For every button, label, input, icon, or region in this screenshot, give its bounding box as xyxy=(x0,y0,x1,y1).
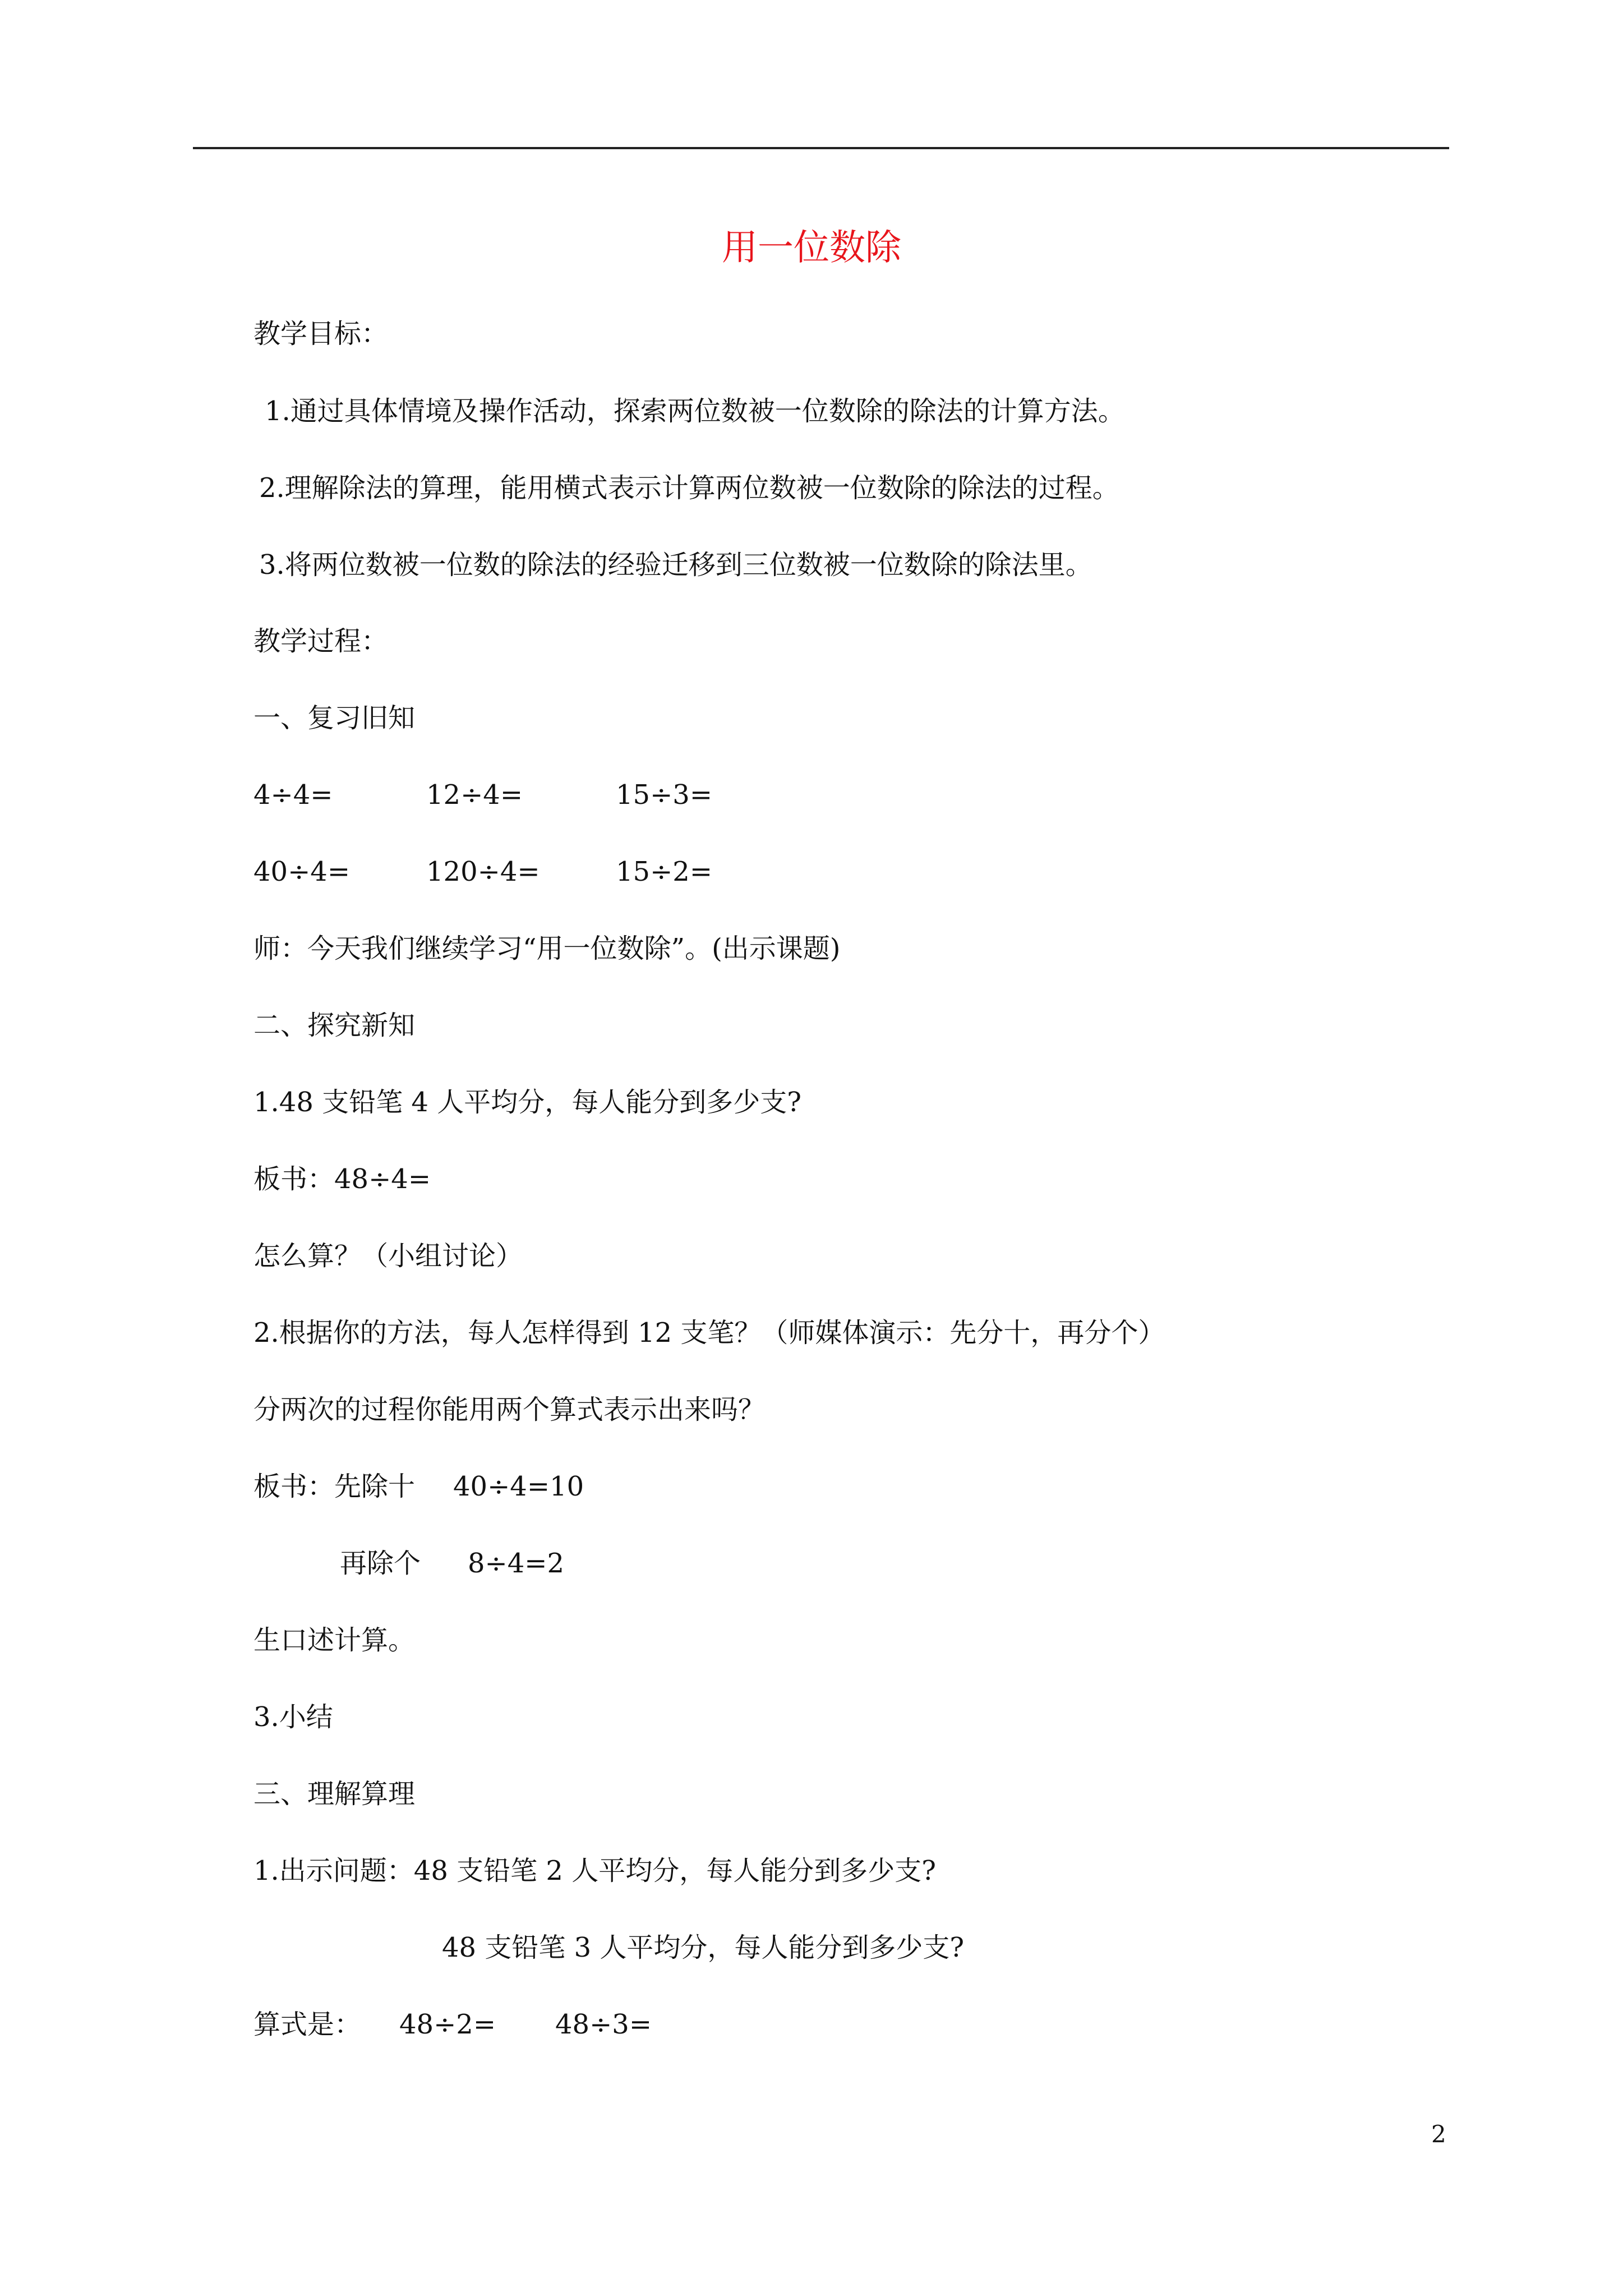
goals-heading: 教学目标： xyxy=(253,318,389,349)
goal-item-2: 2.理解除法的算理，能用横式表示计算两位数被一位数除的除法的过程。 xyxy=(259,472,1119,504)
explore-heading: 二、探究新知 xyxy=(253,1010,416,1041)
formula-2: 48÷3= xyxy=(555,2009,652,2040)
process-heading: 教学过程： xyxy=(253,625,389,657)
review-heading: 一、复习旧知 xyxy=(253,702,416,734)
board-note-1: 板书：48÷4= xyxy=(253,1163,431,1195)
board-step-label-1: 板书：先除十 xyxy=(253,1471,416,1502)
explore-question-1: 1.48 支铅笔 4 人平均分，每人能分到多少支? xyxy=(253,1087,801,1118)
review-eq-1-1: 4÷4= xyxy=(253,779,333,811)
review-eq-2-2: 120÷4= xyxy=(426,856,540,887)
board-step-label-2: 再除个 xyxy=(340,1548,421,1579)
page-number: 2 xyxy=(1431,2120,1446,2148)
formula-label: 算式是： xyxy=(253,2009,362,2040)
explore-question-2b: 分两次的过程你能用两个算式表示出来吗？ xyxy=(253,1394,766,1425)
review-eq-2-1: 40÷4= xyxy=(253,856,351,887)
explore-question-2: 2.根据你的方法，每人怎样得到 12 支笔？（师媒体演示：先分十，再分个） xyxy=(253,1317,1165,1349)
review-eq-1-2: 12÷4= xyxy=(426,779,523,811)
review-eq-2-3: 15÷2= xyxy=(616,856,713,887)
formula-1: 48÷2= xyxy=(399,2009,496,2040)
board-step-equation-2: 8÷4=2 xyxy=(468,1548,565,1579)
understand-heading: 三、理解算理 xyxy=(253,1778,416,1810)
understand-question-1b: 48 支铅笔 3 人平均分，每人能分到多少支? xyxy=(442,1932,965,1963)
goal-item-3: 3.将两位数被一位数的除法的经验迁移到三位数被一位数除的除法里。 xyxy=(259,549,1092,581)
board-step-equation-1: 40÷4=10 xyxy=(453,1471,584,1502)
understand-question-1: 1.出示问题：48 支铅笔 2 人平均分，每人能分到多少支? xyxy=(253,1855,936,1887)
teacher-intro: 师：今天我们继续学习“用一位数除”。(出示课题) xyxy=(253,933,841,964)
review-eq-1-3: 15÷3= xyxy=(616,779,713,811)
page-title: 用一位数除 xyxy=(722,227,901,269)
discussion-note: 怎么算？（小组讨论） xyxy=(253,1240,523,1272)
summary-note: 3.小结 xyxy=(253,1701,333,1733)
oral-note: 生口述计算。 xyxy=(253,1625,416,1656)
header-rule xyxy=(193,147,1449,149)
goal-item-1: 1.通过具体情境及操作活动，探索两位数被一位数除的除法的计算方法。 xyxy=(265,395,1125,427)
